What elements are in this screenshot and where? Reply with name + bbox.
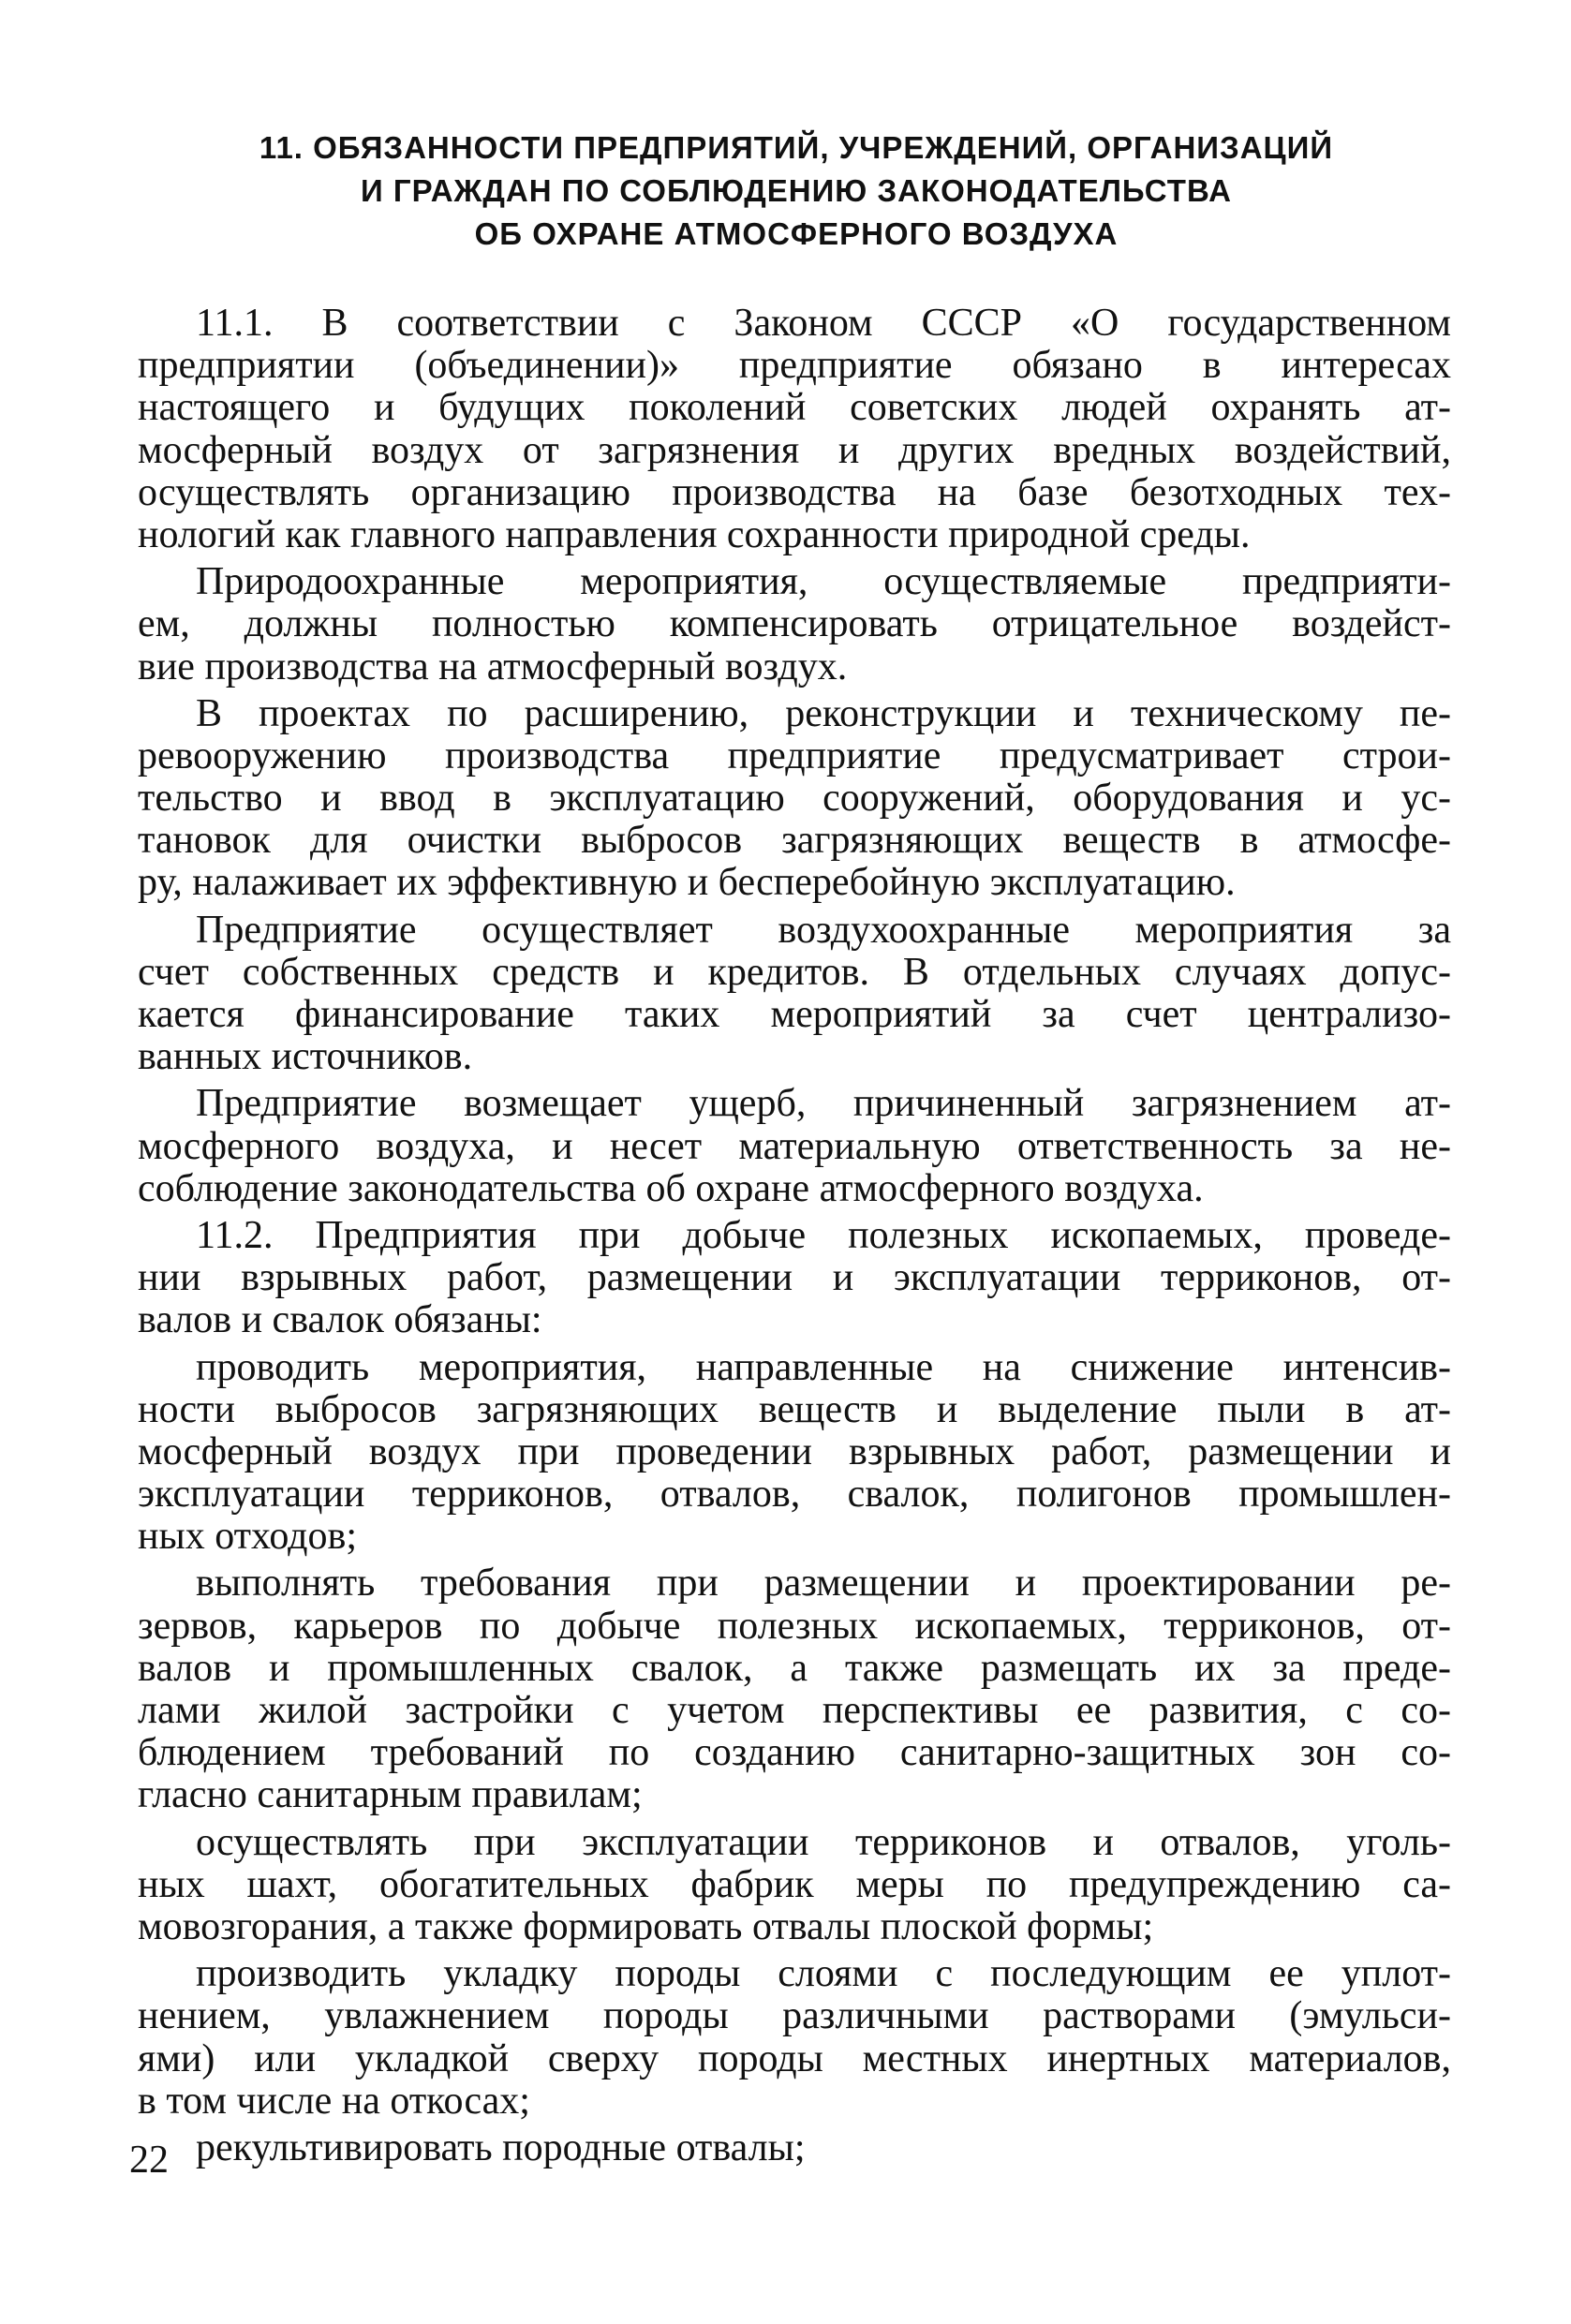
text-line: нии взрывных работ, размещении и эксплуатации терриконов, от-: [138, 1256, 1451, 1300]
text-line: выполнять требования при размещении и проектировании ре-: [196, 1562, 1451, 1606]
paragraph: [138, 1953, 1451, 2123]
text-line: 11.2. Предприятия при добыче полезных ископаемых, проведе-: [196, 1213, 1451, 1257]
paragraph: [138, 303, 1451, 556]
heading-line: И ГРАЖДАН ПО СОБЛЮДЕНИЮ ЗАКОНОДАТЕЛЬСТВА: [361, 173, 1232, 208]
text-line: 11.1. В соответствии с Законом СССР «О государственном: [196, 302, 1451, 345]
text-line: Предприятие возмещает ущерб, причиненный загрязнением ат-: [196, 1082, 1451, 1126]
text-line: блюдением требований по созданию санитарно-защитных зон со-: [138, 1731, 1451, 1775]
text-line: лами жилой застройки с учетом перспективы ее развития, с со-: [138, 1689, 1451, 1732]
paragraph: [138, 2127, 1451, 2169]
text-line: нением, увлажнением породы различными растворами (эмульси-: [138, 1994, 1451, 2038]
text-line: Природоохранные мероприятия, осуществляемые предприяти-: [196, 560, 1451, 604]
paragraph: [138, 910, 1451, 1079]
paragraph: [138, 1347, 1451, 1559]
text-line: производить укладку породы слоями с последующим ее уплот-: [196, 1952, 1451, 1996]
heading-line: 11. ОБЯЗАННОСТИ ПРЕДПРИЯТИЙ, УЧРЕЖДЕНИЙ, ОРГАНИЗАЦИЙ: [259, 130, 1334, 165]
paragraph: [138, 1215, 1451, 1342]
text-line: предприятии (объединении)» предприятие обязано в интересах: [138, 344, 1451, 388]
text-line: ных шахт, обогатительных фабрик меры по предупреждению са-: [138, 1862, 1451, 1906]
text-line: проводить мероприятия, направленные на снижение интенсив-: [196, 1345, 1451, 1389]
paragraph: [138, 1822, 1451, 1949]
text-line: ных отходов;: [138, 1515, 358, 1559]
text-line: счет собственных средств и кредитов. В отдельных случаях допус-: [138, 950, 1451, 994]
text-line: тельство и ввод в эксплуатацию сооружений, оборудования и ус-: [138, 777, 1451, 821]
paragraph: [138, 1083, 1451, 1210]
text-line: мосферного воздуха, и несет материальную ответственность за не-: [138, 1124, 1451, 1168]
text-line: ру, налаживает их эффективную и бесперебойную эксплуатацию.: [138, 861, 1236, 905]
text-line: валов и свалок обязаны:: [138, 1298, 542, 1342]
text-line: эксплуатации терриконов, отвалов, свалок, полигонов промышлен-: [138, 1473, 1451, 1517]
text-line: соблюдение законодательства об охране атмосферного воздуха.: [138, 1166, 1204, 1210]
paragraph: [138, 1562, 1451, 1816]
section-heading: [141, 126, 1452, 256]
text-line: мовозгорания, а также формировать отвалы плоской формы;: [138, 1904, 1154, 1948]
heading-line: ОБ ОХРАНЕ АТМОСФЕРНОГО ВОЗДУХА: [474, 216, 1119, 251]
text-line: нологий как главного направления сохранности природной среды.: [138, 512, 1251, 556]
text-line: гласно санитарным правилам;: [138, 1773, 643, 1817]
page-number: 22: [129, 2139, 169, 2182]
text-line: осуществлять организацию производства на базе безотходных тех-: [138, 470, 1451, 514]
text-line: валов и промышленных свалок, а также размещать их за преде-: [138, 1646, 1451, 1690]
text-line: в том числе на откосах;: [138, 2079, 530, 2123]
text-line: ности выбросов загрязняющих веществ и выделение пыли в ат-: [138, 1387, 1451, 1431]
text-line: тановок для очистки выбросов загрязняющих веществ в атмосфе-: [138, 819, 1451, 863]
text-line: Предприятие осуществляет воздухоохранные мероприятия за: [196, 908, 1451, 952]
text-line: ем, должны полностью компенсировать отрицательное воздейст-: [138, 602, 1451, 646]
body-text: [138, 298, 1451, 2169]
text-line: ванных источников.: [138, 1035, 473, 1079]
text-line: кается финансирование таких мероприятий за счет централизо-: [138, 993, 1451, 1036]
text-line: В проектах по расширению, реконструкции и техническому пе-: [196, 691, 1451, 735]
text-line: настоящего и будущих поколений советских людей охранять ат-: [138, 386, 1451, 430]
text-line: рекультивировать породные отвалы;: [196, 2125, 806, 2169]
text-line: мосферный воздух от загрязнения и других вредных воздействий,: [138, 428, 1451, 472]
text-line: ревооружению производства предприятие предусматривает строи-: [138, 733, 1451, 777]
text-line: ями) или укладкой сверху породы местных инертных материалов,: [138, 2036, 1451, 2080]
text-line: мосферный воздух при проведении взрывных работ, размещении и: [138, 1429, 1451, 1473]
paragraph: [138, 693, 1451, 905]
text-line: зервов, карьеров по добыче полезных ископаемых, терриконов, от-: [138, 1604, 1451, 1648]
text-line: вие производства на атмосферный воздух.: [138, 644, 848, 688]
paragraph: [138, 561, 1451, 688]
text-line: осуществлять при эксплуатации терриконов и отвалов, уголь-: [196, 1820, 1451, 1864]
